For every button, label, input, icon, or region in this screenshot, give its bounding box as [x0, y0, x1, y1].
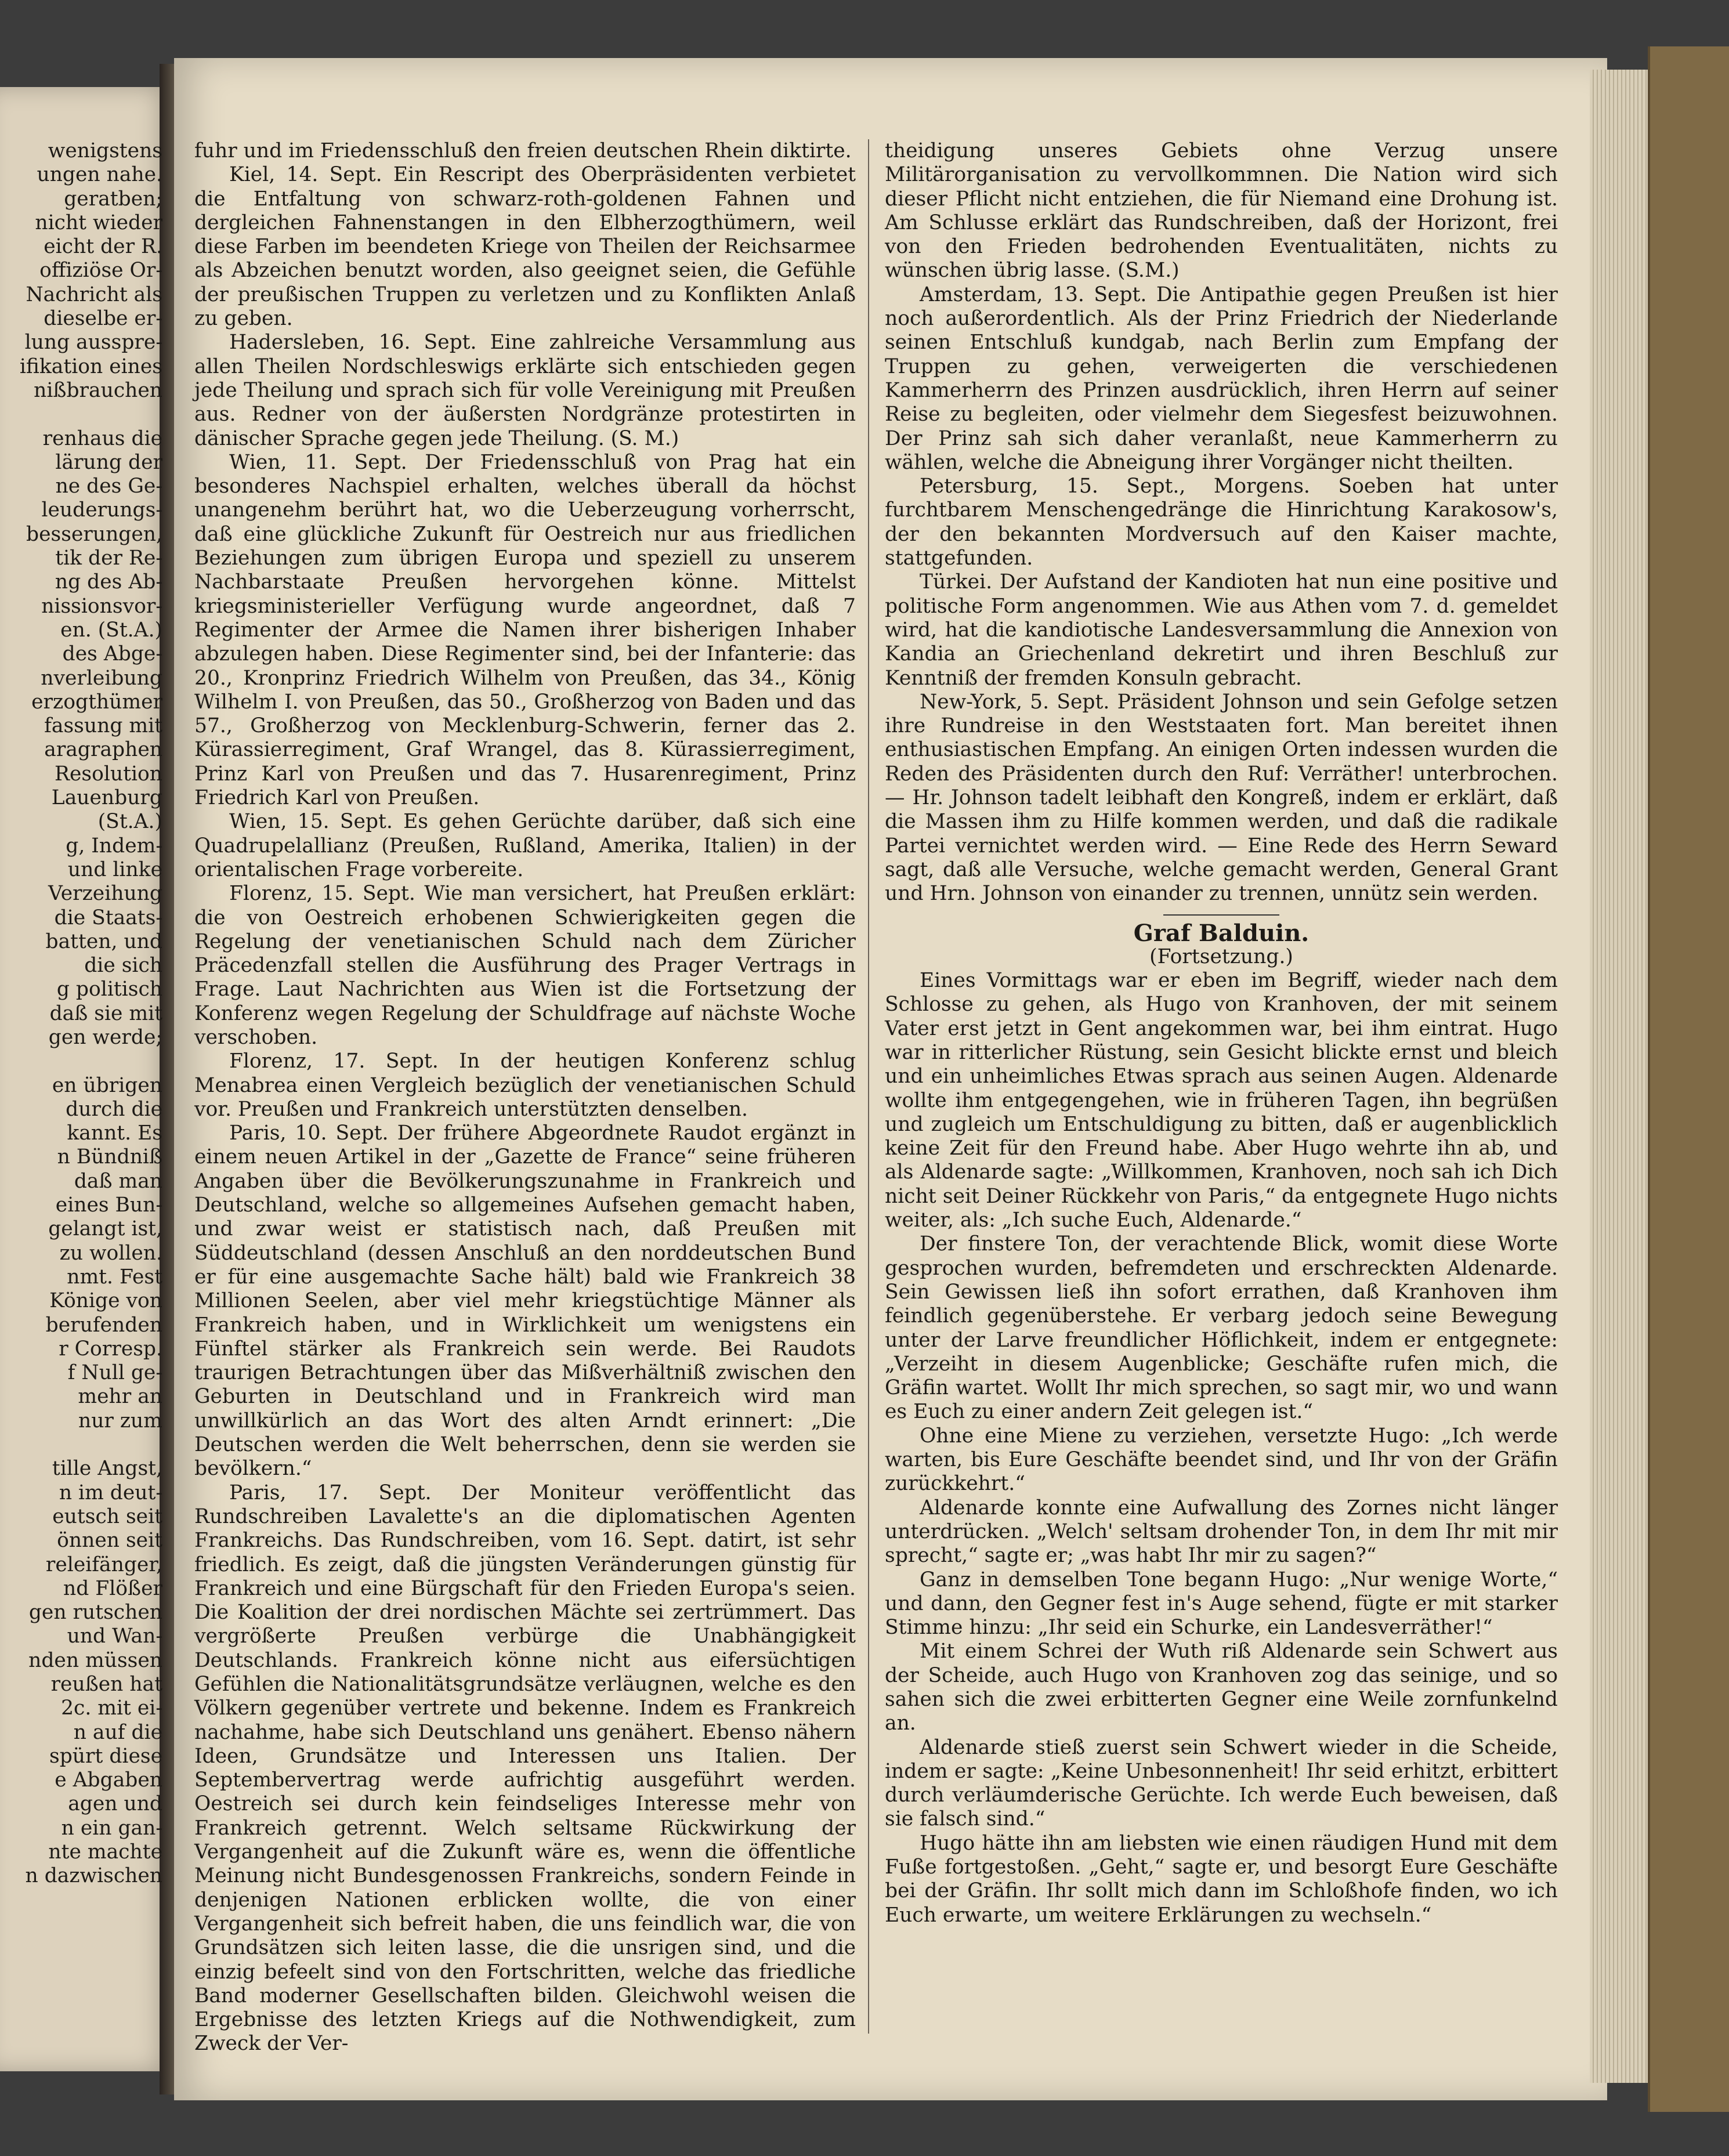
fragment-line: Könige von	[49, 1289, 162, 1313]
fragment-line: besserungen,	[26, 522, 162, 546]
title-rule	[1163, 914, 1279, 916]
fragment-line: fassung mit	[44, 714, 162, 738]
story-paragraph: Der finstere Ton, der verachtende Blick, womit diese Worte gesprochen wurden, befremdeten und erschreckten Aldenarde. Sein Gewissen ließ ihn sofort errathen, daß Kranhoven ihm feindlich gegenüberstehe. Er verbarg jedoch seine Bewegung unter der Larve freundlicher Höflichkeit, indem er entgegnete: „Verzeiht in diesem Augenblicke; Geschäfte rufen mich, die Gräfin wartet. Wollt Ihr mich sprechen, so sagt mir, wo und wann es Euch zu einer andern Zeit gelegen ist.“	[885, 1232, 1558, 1424]
fragment-line: zu wollen.	[59, 1241, 162, 1265]
news-paragraph: Kiel, 14. Sept. Ein Rescript des Oberpräsidenten verbietet die Entfaltung von schwarz-roth-goldenen Fahnen und dergleichen Fahnenstangen in den Elbherzogthümern, weil diese Farben im beendeten Kriege von Theilen der Reichsarmee als Abzeichen benutzt worden, also geeignet seien, die Gefühle der preußischen Truppen zu verletzen und zu Konflikten Anlaß zu geben.	[194, 163, 856, 331]
news-column-2-reports	[885, 139, 1558, 906]
story-paragraph: Aldenarde konnte eine Aufwallung des Zornes nicht länger unterdrücken. „Welch' seltsam drohender Ton, in dem Ihr mit mir sprecht,“ sagte er; „was habt Ihr mir zu sagen?“	[885, 1496, 1558, 1568]
story-body	[885, 969, 1558, 1927]
fragment-line: nd Flößer	[63, 1576, 162, 1600]
fragment-line: Verzeihung	[48, 882, 162, 906]
fragment-line: Nachricht als	[26, 283, 162, 306]
fragment-line: berufenden	[45, 1313, 162, 1337]
fragment-line: ungen nahe.	[37, 163, 162, 187]
fragment-line: dieselbe er-	[44, 307, 162, 331]
news-paragraph: Hadersleben, 16. Sept. Eine zahlreiche Versammlung aus allen Theilen Nordschleswigs erklärte sich entschieden gegen jede Theilung und sprach sich für volle Vereinigung mit Preußen aus. Redner von der äußersten Nordgränze protestirten in dänischer Sprache gegen jede Theilung. (S. M.)	[194, 331, 856, 450]
fragment-line: (St.A.)	[97, 810, 162, 834]
fragment-line: g, Indem-	[66, 834, 162, 858]
fragment-line: 2c. mit ei-	[61, 1696, 162, 1720]
fragment-line: n Bündniß	[57, 1145, 162, 1169]
fragment-line: r Corresp.	[59, 1337, 162, 1361]
column-divider	[868, 139, 869, 2034]
story-paragraph: Ganz in demselben Tone begann Hugo: „Nur wenige Worte,“ und dann, den Gegner fest in's Auge sehend, fügte er mit starker Stimme hinzu: „Ihr seid ein Schurke, ein Landesverräther!“	[885, 1568, 1558, 1640]
fragment-line: en. (St.A.)	[60, 618, 162, 642]
fragment-line: gen rutschen	[28, 1601, 162, 1625]
news-paragraph: theidigung unseres Gebiets ohne Verzug unsere Militärorganisation zu vervollkommnen. Die Nation wird sich dieser Pflicht nicht entziehen, die für Niemand eine Drohung ist. Am Schlusse erklärt das Rundschreiben, daß der Horizont, frei von den Frieden bedrohenden Eventualitäten, nichts zu wünschen übrig lasse. (S.M.)	[885, 139, 1558, 283]
fragment-line: eicht der R.	[44, 235, 162, 259]
story-paragraph: Mit einem Schrei der Wuth riß Aldenarde sein Schwert aus der Scheide, auch Hugo von Kranhoven zog das seinige, und so sahen sich die zwei erbitterten Gegner eine Weile zornfunkelnd an.	[885, 1640, 1558, 1735]
fragment-line: geratben;	[64, 187, 162, 211]
fragment-line: leuderungs-	[41, 498, 162, 522]
fragment-line: ng des Ab-	[55, 570, 162, 594]
fragment-line: die Staats-	[54, 906, 162, 929]
news-paragraph: Wien, 15. Sept. Es gehen Gerüchte darüber, daß sich eine Quadrupelallianz (Preußen, Rußland, Amerika, Italien) in der orientalischen Frage vorbereite.	[194, 810, 856, 881]
fragment-line: nißbrauchen	[34, 378, 162, 402]
fragment-line: n im deut-	[59, 1481, 162, 1504]
fragment-line: e Abgaben	[55, 1768, 162, 1792]
fragment-line: renhaus die	[42, 426, 162, 450]
fragment-line: aragraphen	[44, 738, 162, 762]
fragment-line: des Abge-	[62, 642, 162, 666]
fragment-line: nte machte	[48, 1840, 162, 1864]
news-paragraph: Wien, 11. Sept. Der Friedensschluß von Prag hat ein besonderes Nachspiel erhalten, welches überall da höchst unangenehm berührt hat, wo die Ueberzeugung vorherrscht, daß eine glückliche Zukunft für Oestreich nur aus friedlichen Beziehungen zum übrigen Europa und speziell zu unserem Nachbarstaate Preußen hervorgehen könne. Mittelst kriegsministerieller Verfügung wurde angeordnet, daß 7 Regimenter der Armee die Namen ihrer bisherigen Inhaber abzulegen haben. Diese Regimenter sind, bei der Infanterie: das 20., Kronprinz Friedrich Wilhelm von Preußen, das 34., König Wilhelm I. von Preußen, das 50., Großherzog von Baden und das 57., Großherzog von Mecklenburg-Schwerin, ferner das 2. Kürassierregiment, Graf Wrangel, das 8. Kürassierregiment, Prinz Karl von Preußen und das 7. Husarenregiment, Prinz Friedrich Karl von Preußen.	[194, 450, 856, 810]
story-title: Graf Balduin.	[1133, 919, 1310, 947]
fragment-line: durch die	[66, 1097, 162, 1121]
story-paragraph: Eines Vormittags war er eben im Begriff, wieder nach dem Schlosse zu gehen, als Hugo von Kranhoven, der mit seinem Vater erst jetzt in Gent angekommen war, bei ihm eintrat. Hugo war in ritterlicher Rüstung, sein Gesicht blickte ernst und bleich und ein unheimliches Etwas sprach aus seinen Augen. Aldenarde wollte ihm entgegengehen, wie in früheren Tagen, ihn begrüßen und zugleich um Entschuldigung zu bitten, daß er augenblicklich keine Zeit für den Freund habe. Aber Hugo wehrte ihn ab, und als Aldenarde sagte: „Willkommen, Kranhoven, noch sah ich Dich nicht seit Deiner Rückkehr von Paris,“ da entgegnete Hugo nichts weiter, als: „Ich suche Euch, Aldenarde.“	[885, 969, 1558, 1232]
news-paragraph: Paris, 10. Sept. Der frühere Abgeordnete Raudot ergänzt in einem neuen Artikel in der „Gazette de France“ seine früheren Angaben über die Bevölkerungszunahme in Frankreich und Deutschland, welche so allgemeines Aufsehen gemacht haben, und zwar weist er statistisch nach, daß Preußen mit Süddeutschland (dessen Anschluß an den norddeutschen Bund er für eine ausgemachte Sache hält) bald wie Frankreich 38 Millionen Seelen, aber viel mehr kriegstüchtige Männer als Frankreich haben, und in Wirklichkeit um wenigstens ein Fünftel stärker als Frankreich sein werde. Bei Raudots traurigen Betrachtungen über das Mißverhältniß zwischen den Geburten in Deutschland und in Frankreich wird man unwillkürlich an das Wort des alten Arndt erinnert: „Die Deutschen werden die Welt beherrschen, denn sie werden sie bevölkern.“	[194, 1122, 856, 1481]
story-paragraph: Ohne eine Miene zu verziehen, versetzte Hugo: „Ich werde warten, bis Eure Geschäfte beendet sind, und Ihr von der Gräfin zurückkehrt.“	[885, 1424, 1558, 1496]
fragment-line: eutsch seit	[52, 1504, 162, 1528]
news-paragraph: Florenz, 17. Sept. In der heutigen Konferenz schlug Menabrea einen Vergleich bezüglich der venetianischen Schuld vor. Preußen und Frankreich unterstützten denselben.	[194, 1050, 856, 1121]
fragment-line: ifikation eines	[19, 354, 162, 378]
fragment-line: daß man	[74, 1169, 162, 1193]
fragment-line: önnen seit	[57, 1529, 162, 1553]
fragment-line: f Null ge-	[67, 1361, 162, 1385]
fragment-line	[6, 1050, 162, 1073]
page-edges	[1590, 70, 1654, 2083]
fragment-line: lärung der	[55, 450, 162, 474]
fragment-line: die sich	[84, 954, 162, 978]
fragment-line: mehr an	[78, 1385, 162, 1409]
book-cover-board	[1648, 46, 1729, 2112]
fragment-line: nicht wieder	[35, 211, 162, 234]
fragment-line: Resolution	[54, 762, 162, 786]
fragment-line: kannt. Es	[67, 1122, 162, 1145]
story-paragraph: Hugo hätte ihn am liebsten wie einen räudigen Hund mit dem Fuße fortgestoßen. „Geht,“ sagte er, und besorgt Eure Geschäfte bei der Gräfin. Ihr sollt mich dann im Schloßhofe finden, wo ich Euch erwarte, um weitere Erklärungen zu wechseln.“	[885, 1831, 1558, 1927]
news-paragraph: Paris, 17. Sept. Der Moniteur veröffentlicht das Rundschreiben Lavalette's an die diplomatischen Agenten Frankreichs. Das Rundschreiben, vom 16. Sept. datirt, ist sehr friedlich. Es zeigt, daß die jüngsten Veränderungen günstig für Frankreich und eine Bürgschaft für den Frieden Europa's seien. Die Koalition der drei nordischen Mächte sei zertrümmert. Das vergrößerte Preußen verbürge die Unabhängigkeit Deutschlands. Frankreich könne nicht aus eifersüchtigen Gefühlen die Nationalitätsgrundsätze verläugnen, welche es den Völkern gegenüber vertrete und bekenne. Indem es Frankreich nachahme, habe sich Deutschland uns genähert. Ebenso nähern Ideen, Grundsätze und Interessen uns Italien. Der Septembervertrag werde aufrichtig ausgeführt werden. Oestreich sei durch kein feindseliges Interesse mehr von Frankreich getrennt. Welch seltsame Rückwirkung der Vergangenheit auf die Zukunft wäre es, wenn die öffentliche Meinung nicht Bundesgenossen Frankreichs, sondern Feinde in denjenigen Nationen erblicken wollte, die von einer Vergangenheit sich befreit haben, die uns feindlich war, die von Grundsätzen sich leiten lasse, die die unsrigen sind, und die einzig befeelt sind von den Fortschritten, welche das friedliche Band moderner Gesellschaften bilden. Gleichwohl weisen die Ergebnisse des letzten Kriegs auf die Nothwendigkeit, zum Zweck der Ver-	[194, 1481, 856, 2056]
fragment-line: g politisch	[56, 978, 162, 1001]
fragment-line: agen und	[68, 1792, 162, 1816]
story-subtitle: (Fortsetzung.)	[1149, 945, 1293, 968]
news-paragraph: Florenz, 15. Sept. Wie man versichert, hat Preußen erklärt: die von Oestreich erhobenen Schwierigkeiten gegen die Regelung der venetianischen Schuld nach dem Züricher Präcedenzfall stellen die Ausführung des Prager Vertrags in Frage. Laut Nachrichten aus Wien ist die Fortsetzung der Konferenz wegen Regelung der Schuldfrage auf nächste Woche verschoben.	[194, 882, 856, 1049]
fragment-line: wenigstens	[48, 139, 162, 162]
story-paragraph: Aldenarde stieß zuerst sein Schwert wieder in die Scheide, indem er sagte: „Keine Unbesonnenheit! Ihr seid erhitzt, erbittert durch verläumderische Gerüchte. Ich werde Euch beweisen, daß sie falsch sind.“	[885, 1735, 1558, 1831]
fragment-line: und linke	[67, 858, 162, 881]
news-column-1	[194, 139, 856, 2056]
news-paragraph: Petersburg, 15. Sept., Morgens. Soeben hat unter furchtbarem Menschengedränge die Hinrichtung Karakosow's, der den bekannten Mordversuch auf den Kaiser machte, stattgefunden.	[885, 475, 1558, 570]
fragment-line	[6, 1433, 162, 1457]
fragment-line: ne des Ge-	[55, 475, 162, 498]
news-column-2	[885, 139, 1558, 1927]
fragment-line: spürt diese	[49, 1744, 162, 1768]
fragment-line: nmt. Fest	[67, 1265, 162, 1289]
fragment-line: offiziöse Or-	[39, 259, 162, 283]
fragment-line: nden müssen	[28, 1648, 162, 1672]
fragment-line: Lauenburg	[51, 786, 162, 810]
news-paragraph: fuhr und im Friedensschluß den freien deutschen Rhein diktirte.	[194, 139, 852, 162]
fragment-line: eines Bun-	[55, 1193, 162, 1217]
fragment-line: daß sie mit	[49, 1001, 162, 1025]
fragment-line: gelangt ist,	[48, 1217, 162, 1241]
left-page-text-fragment	[6, 139, 162, 1889]
fragment-line: n dazwischen	[25, 1864, 162, 1888]
fragment-line: n ein gan-	[61, 1816, 162, 1840]
fragment-line: releifänger,	[45, 1553, 162, 1576]
fragment-line: gen werde;	[48, 1025, 162, 1049]
fragment-line: und Wan-	[67, 1625, 162, 1648]
news-paragraph: Amsterdam, 13. Sept. Die Antipathie gegen Preußen ist hier noch außerordentlich. Als der Prinz Friedrich der Niederlande seinen Entschluß kundgab, nach Berlin zum Empfang der Truppen zu gehen, verweigerten die verschiedenen Kammerherrn des Prinzen ausdrücklich, ihren Herrn auf seiner Reise zu begleiten, oder vielmehr dem Siegesfest beizuwohnen. Der Prinz sah sich daher veranlaßt, neue Kammerherrn zu wählen, welche die Abneigung ihrer Vorgänger nicht theilten.	[885, 283, 1558, 474]
fragment-line: nissionsvor-	[41, 594, 162, 618]
news-paragraph: New-York, 5. Sept. Präsident Johnson und sein Gefolge setzen ihre Rundreise in den Weststaaten fort. Man bereitet ihnen enthusiastischen Empfang. An einigen Orten indessen wurden die Reden des Präsidenten durch den Ruf: Verräther! unterbrochen. — Hr. Johnson tadelt leibhaft den Kongreß, indem er erklärt, daß die Massen ihm zu Hilfe kommen werden, und daß die radikale Partei vernichtet werden wird. — Eine Rede des Herrn Seward sagt, daß alle Versuche, welche gemacht werden, General Grant und Hrn. Johnson von einander zu trennen, unnütz sein werden.	[885, 690, 1558, 906]
fragment-line: nverleibung	[41, 666, 162, 690]
fragment-line: reußen hat	[50, 1673, 162, 1696]
fragment-line	[6, 403, 162, 426]
fragment-line: n auf die	[73, 1720, 162, 1744]
fragment-line: tik der Re-	[55, 547, 162, 570]
fragment-line: nur zum	[78, 1409, 162, 1432]
fragment-line: en übrigen	[52, 1073, 162, 1097]
fragment-line: batten, und	[45, 929, 162, 953]
fragment-line: tille Angst,	[52, 1457, 162, 1481]
news-paragraph: Türkei. Der Aufstand der Kandioten hat nun eine positive und politische Form angenommen. Wie aus Athen vom 7. d. gemeldet wird, hat die kandiotische Landesversammlung die Annexion von Kandia an Griechenland dekretirt und ihren Beschluß zur Kenntniß der fremden Konsuln gebracht.	[885, 570, 1558, 690]
fragment-line: erzogthümer	[31, 690, 162, 714]
fragment-line: lung ausspre-	[24, 331, 162, 354]
